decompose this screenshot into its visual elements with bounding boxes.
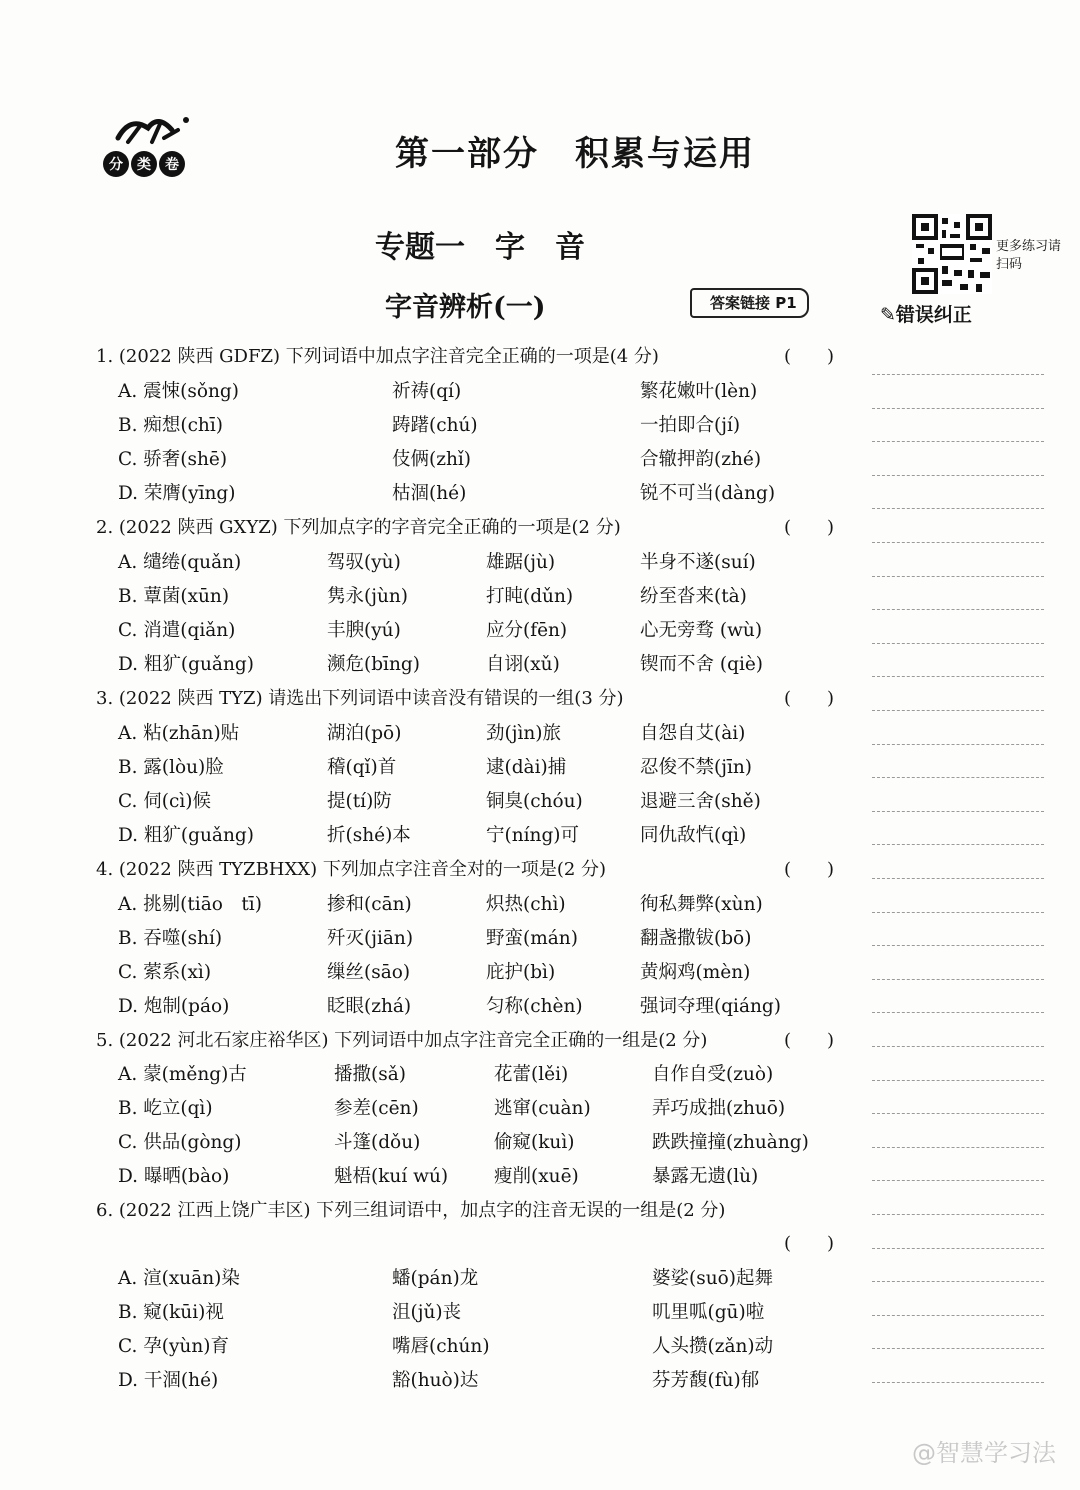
writing-line [872, 1281, 1044, 1282]
answer-paren-3: ( ) [784, 688, 835, 709]
option-cell: 纷至沓来(tà) [640, 586, 747, 607]
qr-hint-text: 更多练习请扫码 [996, 239, 1062, 272]
option-cell: 踌躇(chú) [392, 415, 478, 436]
topic-title: 专题一 字 音 [375, 230, 585, 265]
option-cell: 匀称(chèn) [486, 996, 583, 1017]
error-correction-heading [880, 300, 972, 327]
svg-text:分: 分 [109, 157, 123, 173]
writing-line [872, 1214, 1044, 1215]
writing-line [872, 777, 1044, 778]
option-cell: 提(tí)防 [327, 791, 392, 812]
writing-line [872, 676, 1044, 677]
option-cell: 魁梧(kuí wú) [334, 1166, 449, 1187]
question-stem-6: 6. (2022 江西上饶广丰区) 下列三组词语中，加点字的注音无误的一组是(2 分) [96, 1200, 726, 1221]
writing-line [872, 441, 1044, 442]
writing-line [872, 844, 1044, 845]
option-cell: 人头攒(zǎn)动 [652, 1336, 774, 1357]
part-title: 第一部分 积累与运用 [395, 134, 755, 174]
option-cell: 繁花嫩叶(lèn) [640, 381, 758, 402]
writing-line [872, 1382, 1044, 1383]
option-cell: A. 蒙(měng)古 [118, 1064, 247, 1085]
option-cell: D. 曝晒(bào) [118, 1166, 230, 1187]
error-correction-label: 错误纠正 [895, 304, 972, 326]
option-cell: 花蕾(lěi) [494, 1064, 569, 1085]
option-cell: 黄焖鸡(mèn) [640, 962, 751, 983]
option-cell: C. 消遣(qiǎn) [118, 620, 236, 641]
option-cell: C. 孕(yùn)育 [118, 1336, 229, 1357]
option-cell: 瘦削(xuē) [494, 1166, 579, 1187]
option-cell: 稽(qǐ)首 [327, 757, 397, 778]
option-cell: 翻盏撒钹(bō) [640, 928, 752, 949]
option-cell: A. 震悚(sǒng) [118, 381, 239, 402]
option-cell: C. 供品(gòng) [118, 1132, 242, 1153]
option-cell: 徇私舞弊(xùn) [640, 894, 763, 915]
option-cell: B. 露(lòu)脸 [118, 757, 224, 778]
option-cell: B. 痴想(chī) [118, 415, 223, 436]
option-cell: 心无旁骛 (wù) [640, 620, 763, 641]
question-stem-3: 3. (2022 陕西 TYZ) 请选出下列词语中读音没有错误的一组(3 分) [96, 688, 624, 709]
option-cell: 打盹(dǔn) [486, 586, 574, 607]
option-cell: 湖泊(pō) [327, 723, 402, 744]
option-cell: 锐不可当(dàng) [640, 483, 776, 504]
writing-line [872, 1080, 1044, 1081]
option-cell: 掺和(cān) [327, 894, 412, 915]
option-cell: 斗篷(dǒu) [334, 1132, 421, 1153]
watermark: @智慧学习法 [912, 1439, 1056, 1467]
answer-paren-5: ( ) [784, 1030, 835, 1051]
option-cell: 锲而不舍 (qiè) [640, 654, 764, 675]
option-cell: 一拍即合(jí) [640, 415, 741, 436]
writing-line [872, 979, 1044, 980]
question-stem-5: 5. (2022 河北石家庄裕华区) 下列词语中加点字注音完全正确的一组是(2 分) [96, 1030, 708, 1051]
option-cell: 豁(huò)达 [392, 1370, 479, 1391]
option-cell: 祈祷(qí) [392, 381, 462, 402]
option-cell: 蟠(pán)龙 [392, 1268, 479, 1289]
writing-line [872, 576, 1044, 577]
option-cell: D. 粗犷(guǎng) [118, 825, 254, 846]
answer-paren-6: ( ) [784, 1233, 835, 1254]
writing-line [872, 1046, 1044, 1047]
answer-link-tag: 答案链接 P1 [690, 288, 809, 318]
writing-line [872, 1180, 1044, 1181]
option-cell: A. 渲(xuān)染 [118, 1268, 240, 1289]
option-cell: 自诩(xǔ) [486, 654, 560, 675]
option-cell: 暴露无遗(lù) [652, 1166, 759, 1187]
writing-line [872, 1315, 1044, 1316]
option-cell: D. 荣膺(yīng) [118, 483, 236, 504]
pencil-icon: ✎ [880, 304, 896, 326]
writing-line [872, 643, 1044, 644]
writing-line [872, 508, 1044, 509]
question-stem-4: 4. (2022 陕西 TYZBHXX) 下列加点字注音全对的一项是(2 分) [96, 859, 607, 880]
option-cell: 叽里呱(gū)啦 [652, 1302, 765, 1323]
option-cell: D. 炮制(páo) [118, 996, 230, 1017]
option-cell: 强词夺理(qiáng) [640, 996, 781, 1017]
writing-line [872, 1113, 1044, 1114]
writing-line [872, 374, 1044, 375]
option-cell: 枯涸(hé) [392, 483, 467, 504]
writing-line [872, 609, 1044, 610]
answer-paren-2: ( ) [784, 517, 835, 538]
option-cell: A. 挑剔(tiāo tī) [118, 894, 262, 915]
option-cell: 忍俊不禁(jīn) [640, 757, 753, 778]
option-cell: 缫丝(sāo) [327, 962, 411, 983]
option-cell: 偷窥(kuì) [494, 1132, 575, 1153]
option-cell: 宁(níng)可 [486, 825, 580, 846]
option-cell: B. 吞噬(shí) [118, 928, 223, 949]
option-cell: 婆娑(suō)起舞 [652, 1268, 773, 1289]
option-cell: 半身不遂(suí) [640, 552, 756, 573]
option-cell: 驾驭(yù) [327, 552, 401, 573]
option-cell: 芬芳馥(fù)郁 [652, 1370, 760, 1391]
option-cell: C. 伺(cì)候 [118, 791, 211, 812]
option-cell: A. 粘(zhān)贴 [118, 723, 240, 744]
option-cell: 丰腴(yú) [327, 620, 401, 641]
writing-line [872, 475, 1044, 476]
question-stem-2: 2. (2022 陕西 GXYZ) 下列加点字的字音完全正确的一项是(2 分) [96, 517, 621, 538]
option-cell: 同仇敌忾(qì) [640, 825, 747, 846]
writing-line [872, 408, 1044, 409]
option-cell: 折(shé)本 [327, 825, 411, 846]
option-cell: 庇护(bì) [486, 962, 556, 983]
option-cell: 雄踞(jù) [486, 552, 556, 573]
option-cell: 劲(jìn)旅 [486, 723, 562, 744]
option-cell: 逮(dài)捕 [486, 757, 567, 778]
option-cell: 自作自受(zuò) [652, 1064, 774, 1085]
option-cell: 濒危(bīng) [327, 654, 420, 675]
option-cell: 合辙押韵(zhé) [640, 449, 762, 470]
option-cell: C. 骄奢(shē) [118, 449, 228, 470]
option-cell: 隽永(jùn) [327, 586, 409, 607]
section-title: 字音辨析(一) [385, 292, 546, 323]
option-cell: 退避三舍(shě) [640, 791, 761, 812]
option-cell: 跌跌撞撞(zhuàng) [652, 1132, 809, 1153]
option-cell: 铜臭(chóu) [486, 791, 583, 812]
option-cell: B. 窥(kūi)视 [118, 1302, 224, 1323]
writing-line [872, 1147, 1044, 1148]
option-cell: C. 萦系(xì) [118, 962, 212, 983]
writing-line [872, 945, 1044, 946]
writing-line [872, 1248, 1044, 1249]
option-cell: 野蛮(mán) [486, 928, 578, 949]
answer-paren-1: ( ) [784, 346, 835, 367]
writing-line [872, 710, 1044, 711]
writing-line [872, 744, 1044, 745]
writing-line [872, 1348, 1044, 1349]
option-cell: 嘴唇(chún) [392, 1336, 490, 1357]
writing-line [872, 878, 1044, 879]
option-cell: B. 屹立(qì) [118, 1098, 213, 1119]
writing-line [872, 1012, 1044, 1013]
question-stem-1: 1. (2022 陕西 GDFZ) 下列词语中加点字注音完全正确的一项是(4 分) [96, 346, 659, 367]
writing-line [872, 912, 1044, 913]
option-cell: 参差(cēn) [334, 1098, 419, 1119]
option-cell: B. 蕈菌(xūn) [118, 586, 230, 607]
option-cell: D. 粗犷(guǎng) [118, 654, 254, 675]
option-cell: 伎俩(zhǐ) [392, 449, 472, 470]
option-cell: A. 缱绻(quǎn) [118, 552, 242, 573]
writing-line [872, 542, 1044, 543]
option-cell: 沮(jǔ)丧 [392, 1302, 462, 1323]
option-cell: 播撒(sǎ) [334, 1064, 406, 1085]
option-cell: 弄巧成拙(zhuō) [652, 1098, 786, 1119]
svg-text:类: 类 [137, 157, 151, 173]
option-cell: 应分(fēn) [486, 620, 568, 641]
option-cell: 歼灭(jiān) [327, 928, 414, 949]
writing-line [872, 811, 1044, 812]
option-cell: D. 干涸(hé) [118, 1370, 219, 1391]
svg-text:卷: 卷 [165, 157, 179, 173]
option-cell: 炽热(chì) [486, 894, 566, 915]
qr-code-icon [912, 214, 992, 294]
option-cell: 自怨自艾(ài) [640, 723, 746, 744]
option-cell: 逃窜(cuàn) [494, 1098, 591, 1119]
option-cell: 眨眼(zhá) [327, 996, 412, 1017]
answer-paren-4: ( ) [784, 859, 835, 880]
